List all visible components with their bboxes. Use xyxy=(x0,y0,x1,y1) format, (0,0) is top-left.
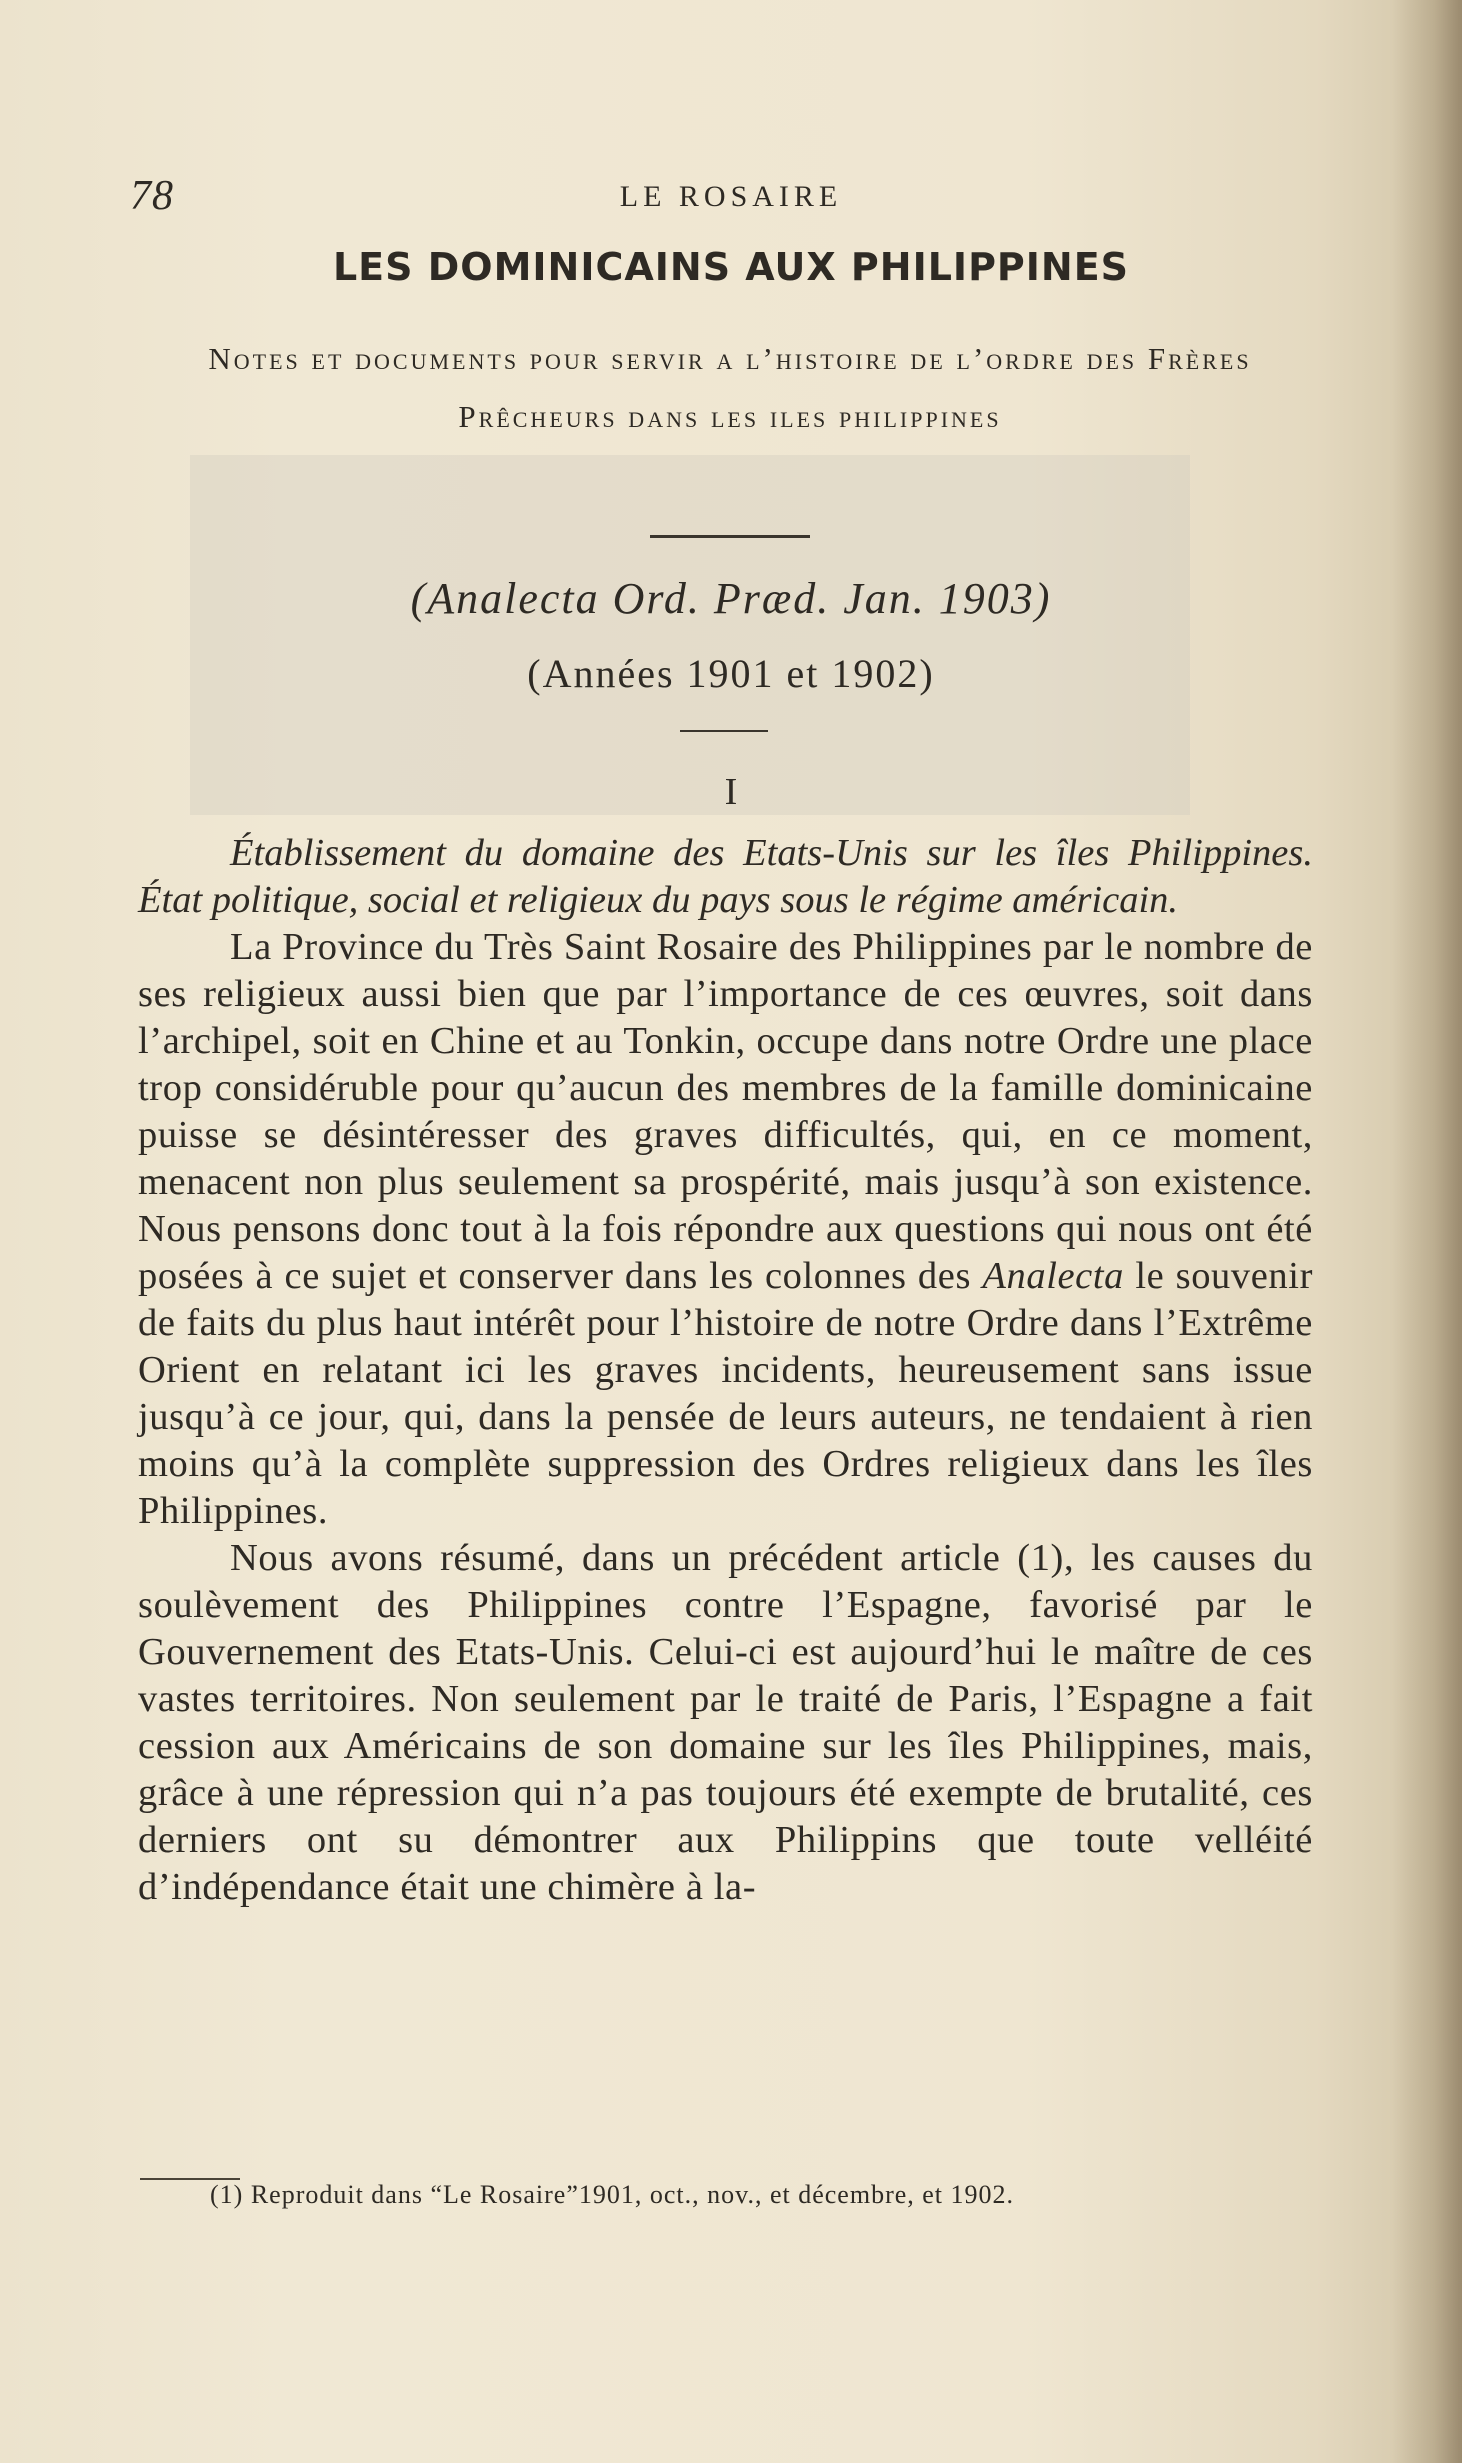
analecta-italic: Analecta xyxy=(982,1255,1125,1297)
article-subtitle: Notes et documents pour servir a l’histoire de l’ordre des Frères Prêcheurs dans les iles philippines xyxy=(208,341,1252,434)
running-title: LE ROSAIRE xyxy=(619,180,843,213)
footnote: (1) Reproduit dans “Le Rosaire”1901, oct., nov., et décembre, et 1902. xyxy=(210,2180,1015,2209)
section-number: I xyxy=(724,771,738,813)
paragraph-1 xyxy=(138,924,1313,1535)
section-heading: Établissement du domaine des Etats-Unis sur les îles Philippines. État politique, social et religieux du pays sous le régime américain. xyxy=(138,832,1313,921)
paragraph-1-part-2: le souvenir de faits du plus haut intérêt pour l’histoire de notre Ordre dans l’Extrême Orient en relatant ici les graves incidents, heureusement sans issue jusqu’à ce jour, qui, dans la pensée de leurs auteurs, ne tendaient à rien moins qu’à la complète suppression des Ordres religieux dans les îles Philippines. xyxy=(138,1255,1314,1532)
page-number: 78 xyxy=(130,173,174,219)
paper-stain xyxy=(190,455,1190,815)
source-citation: (Analecta Ord. Præd. Jan. 1903) xyxy=(410,574,1052,623)
paragraph-1-part-1: La Province du Très Saint Rosaire des Philippines par le nombre de ses religieux aussi bien que par l’importance de ces œuvres, soit dans l’archipel, soit en Chine et au Tonkin, occupe dans notre Ordre une place trop considéruble pour qu’aucun des membres de la famille dominicaine puisse se désintéresser des graves difficultés, qui, en ce moment, menacent non plus seulement sa prospérité, mais jusqu’à son existence. Nous pensons donc tout à la fois répondre aux questions qui nous ont été posées à ce sujet et conserver dans les colonnes des xyxy=(138,926,1313,1297)
title-divider xyxy=(650,535,810,538)
paragraph-2: Nous avons résumé, dans un précédent article (1), les causes du soulèvement des Philippines contre l’Espagne, favorisé par le Gouvernement des Etats-Unis. Celui-ci est aujourd’hui le maître de ces vastes territoires. Non seulement par le traité de Paris, l’Espagne a fait cession aux Américains de son domaine sur les îles Philippines, mais, grâce à une répression qui n’a pas toujours été exempte de brutalité, ces derniers ont su démontrer aux Philippins que toute velléité d’indépendance était une chimère à la- xyxy=(138,1537,1313,1908)
years-covered: (Années 1901 et 1902) xyxy=(527,651,935,696)
page-edge-shadow xyxy=(1392,0,1462,2463)
article-body xyxy=(138,830,1313,1911)
section-divider xyxy=(680,730,768,732)
article-title: LES DOMINICAINS AUX PHILIPPINES xyxy=(332,245,1130,289)
